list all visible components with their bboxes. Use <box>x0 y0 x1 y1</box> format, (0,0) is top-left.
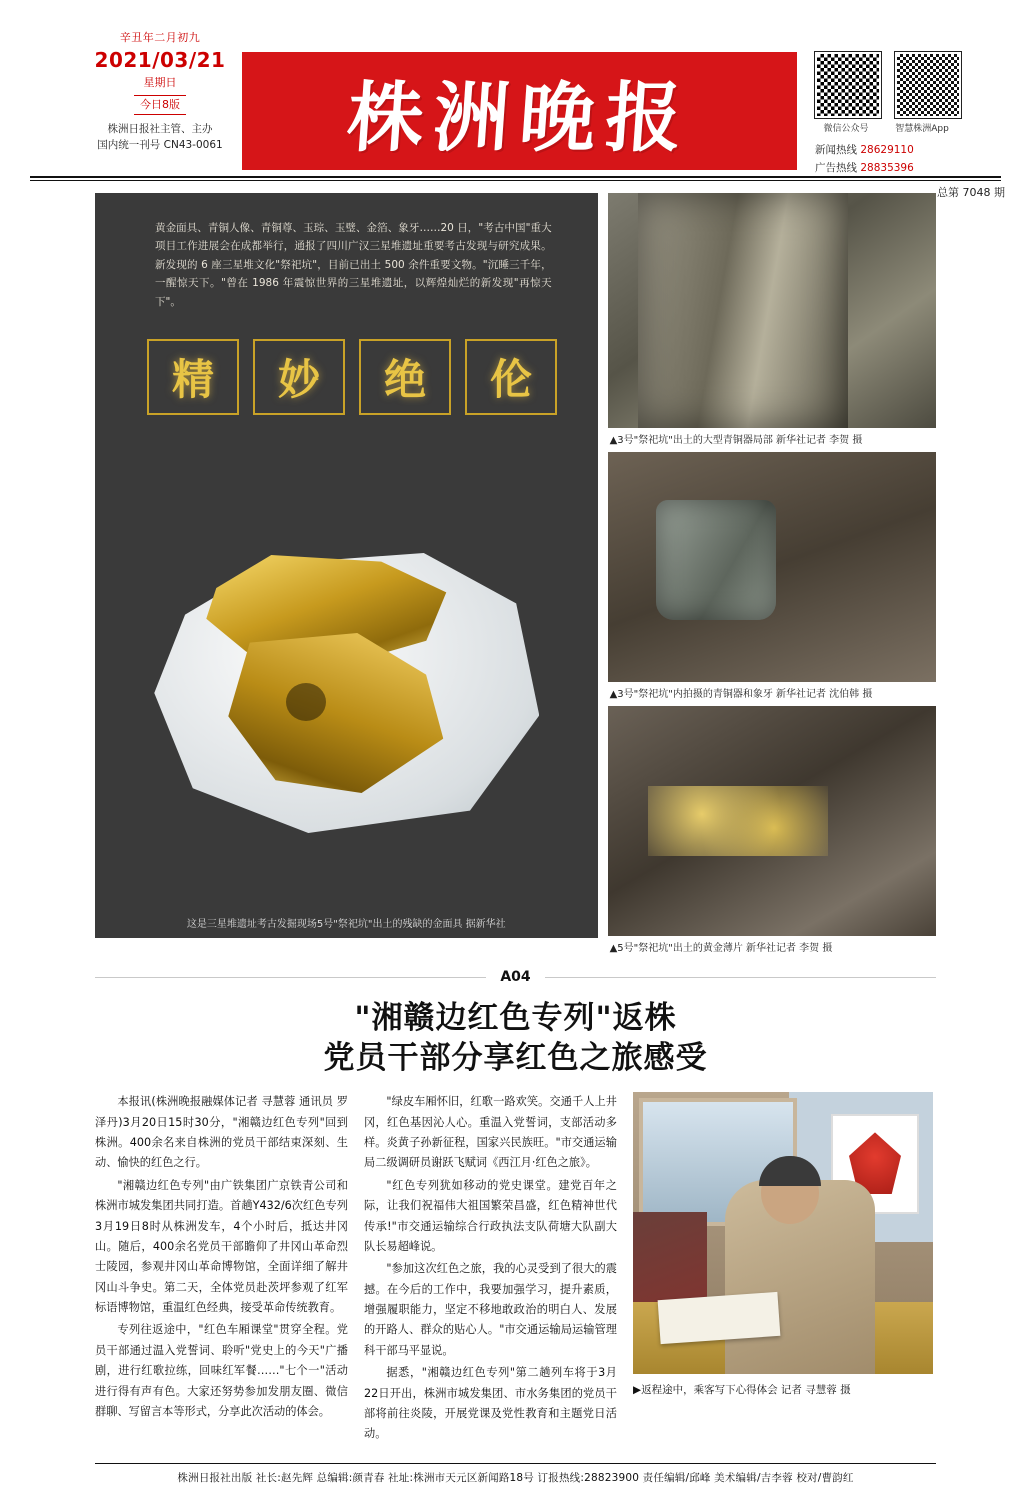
news-hotline-number: 28629110 <box>860 144 914 156</box>
paragraph: 据悉，"湘赣边红色专列"第二趟列车将于3月22日开出，株洲市城发集团、市水务集团的党员干部将前往炎陵，开展党课及党性教育和主题党日活动。 <box>364 1366 617 1441</box>
photo-notebook <box>658 1292 781 1344</box>
gold-mask-artifact <box>136 493 556 853</box>
news-hotline-label: 新闻热线 <box>815 144 857 156</box>
gregorian-date: 2021/03/21 <box>94 47 226 72</box>
lead-intro-text: 黄金面具、青铜人像、青铜尊、玉琮、玉璧、金箔、象牙……20 日，"考古中国"重大项目工作进展会在成都举行，通报了四川广汉三星堆遗址重要考古发现与研究成果。新发现的 6 座三星堆文化"祭祀坑"，目前已出土 500 余件重要文物。"沉睡三千年，一醒惊天下。"曾在 1986 年震惊世界的三星堆遗址，以辉煌灿烂的新发现"再惊天下"。 <box>155 222 552 308</box>
lead-photo-caption: 这是三星堆遗址考古发掘现场5号"祭祀坑"出土的残缺的金面具 据新华社 <box>186 919 506 930</box>
gold-mask-photo <box>95 193 598 938</box>
article-body <box>95 1092 936 1446</box>
sponsor-line-2: 国内统一刊号 CN43-0061 <box>97 138 223 151</box>
paragraph: 专列往返途中，"红色车厢课堂"贯穿全程。党员干部通过温入党誓词、聆听"党史上的今天"广播剧，进行红歌拉练，回味红军餐……"七个一"活动进行得有声有色。大家还努势参加发朋友圈、微信群聊、写留言本等形式，分享此次活动的体会。 <box>95 1323 348 1418</box>
qr-right-label: 智慧株洲App <box>895 124 949 134</box>
photo-section <box>95 193 936 954</box>
article-column-2 <box>364 1092 617 1446</box>
paragraph: "参加这次红色之旅，我的心灵受到了很大的震撼。在今后的工作中，我要加强学习，提升素质，增强履职能力，坚定不移地敢政治的明白人、发展的开路人、群众的贴心人。"市交通运输局运输管理科干部马平显说。 <box>364 1262 617 1357</box>
masthead-date-block <box>85 30 235 153</box>
weekday: 星期日 <box>143 75 177 89</box>
paragraph: "红色专列犹如移动的党史课堂。建党百年之际，让我们祝福伟大祖国繁荣昌盛，红色精神世代传承!"市交通运输综合行政执法支队荷塘大队副大队长易超峰说。 <box>364 1178 617 1253</box>
lunar-date: 辛丑年二月初九 <box>119 31 201 44</box>
bronze-vessel-photo <box>608 193 936 428</box>
sponsor-line-1: 株洲日报社主管、主办 <box>107 122 213 135</box>
ad-hotline-number: 28835396 <box>860 161 914 174</box>
slogan-char-2: 妙 <box>253 339 345 415</box>
article-photo-column <box>633 1092 933 1446</box>
bronze-and-ivory-photo <box>608 452 936 682</box>
headline-line-2: 党员干部分享红色之旅感受 <box>323 1039 708 1076</box>
pages-today: 今日8版 <box>134 95 186 115</box>
side-caption-3: ▲5号"祭祀坑"出土的黄金薄片 新华社记者 李贺 摄 <box>609 943 833 954</box>
issue-number: 总第 7048 期 <box>937 185 1005 199</box>
slogan-char-1: 精 <box>147 339 239 415</box>
train-passenger-photo <box>633 1092 933 1374</box>
side-photo-column <box>608 193 936 954</box>
slogan-char-4: 伦 <box>465 339 557 415</box>
wechat-qr-code-icon[interactable] <box>815 52 881 118</box>
footer-imprint: 株洲日报社出版 社长:赵先辉 总编辑:颜青春 社址:株洲市天元区新闻路18号 订报热线:28823900 责任编辑/邱峰 美术编辑/吉李蓉 校对/曹韵红 <box>177 1471 854 1484</box>
page-number-mark <box>95 966 936 985</box>
side-caption-1: ▲3号"祭祀坑"出土的大型青铜器局部 新华社记者 李贺 摄 <box>609 435 863 446</box>
slogan-row <box>147 339 557 415</box>
qr-left-label: 微信公众号 <box>823 124 869 134</box>
masthead <box>30 22 1005 199</box>
gold-foil-photo <box>608 706 936 936</box>
paragraph: "湘赣边红色专列"由广铁集团广京铁青公司和株洲市城发集团共同打造。首趟Y432/6次红色专列3月19日8时从株洲发车，4个小时后，抵达井冈山。随后，400余名党员干部瞻仰了井冈山革命烈士陵园，参观井冈山革命博物馆，全面详细了解井冈山斗争史。第二天，全体党员赴茨坪参观了红军标语博物馆，重温红色经典，接受革命传统教育。 <box>95 1178 348 1315</box>
paragraph: "绿皮车厢怀旧，红歌一路欢笑。交通千人上井冈，红色基因沁人心。重温入党誓词，支部活动多样。炎黄子孙新征程，国家兴民族旺。"市交通运输局二级调研员谢跃飞赋词《西江月·红色之旅》。 <box>364 1095 617 1170</box>
newspaper-title-text: 株洲晚报 <box>343 72 695 162</box>
article-column-1 <box>95 1092 348 1446</box>
paragraph: 本报讯(株洲晚报融媒体记者 寻慧蓉 通讯员 罗泽丹)3月20日15时30分，"湘赣边红色专列"回到株洲。400余名来自株洲的党员干部结束深刻、生动、愉快的红色之行。 <box>95 1095 348 1170</box>
page-number: A04 <box>486 969 544 985</box>
side-caption-2: ▲3号"祭祀坑"内拍摄的青铜器和象牙 新华社记者 沈伯韩 摄 <box>609 689 873 700</box>
gold-mask-eye-hole <box>286 683 326 721</box>
newspaper-title <box>242 52 797 170</box>
masthead-contact-block <box>815 52 1005 200</box>
article-headline <box>60 999 971 1078</box>
lead-photo-column <box>95 193 598 954</box>
article-photo-caption: ▶返程途中，乘客写下心得体会 记者 寻慧蓉 摄 <box>633 1384 851 1397</box>
app-qr-code-icon[interactable] <box>895 52 961 118</box>
ad-hotline-label: 广告热线 <box>815 161 857 174</box>
footer-divider <box>95 1463 936 1464</box>
headline-line-1: "湘赣边红色专列"返株 <box>354 1000 677 1036</box>
slogan-char-3: 绝 <box>359 339 451 415</box>
